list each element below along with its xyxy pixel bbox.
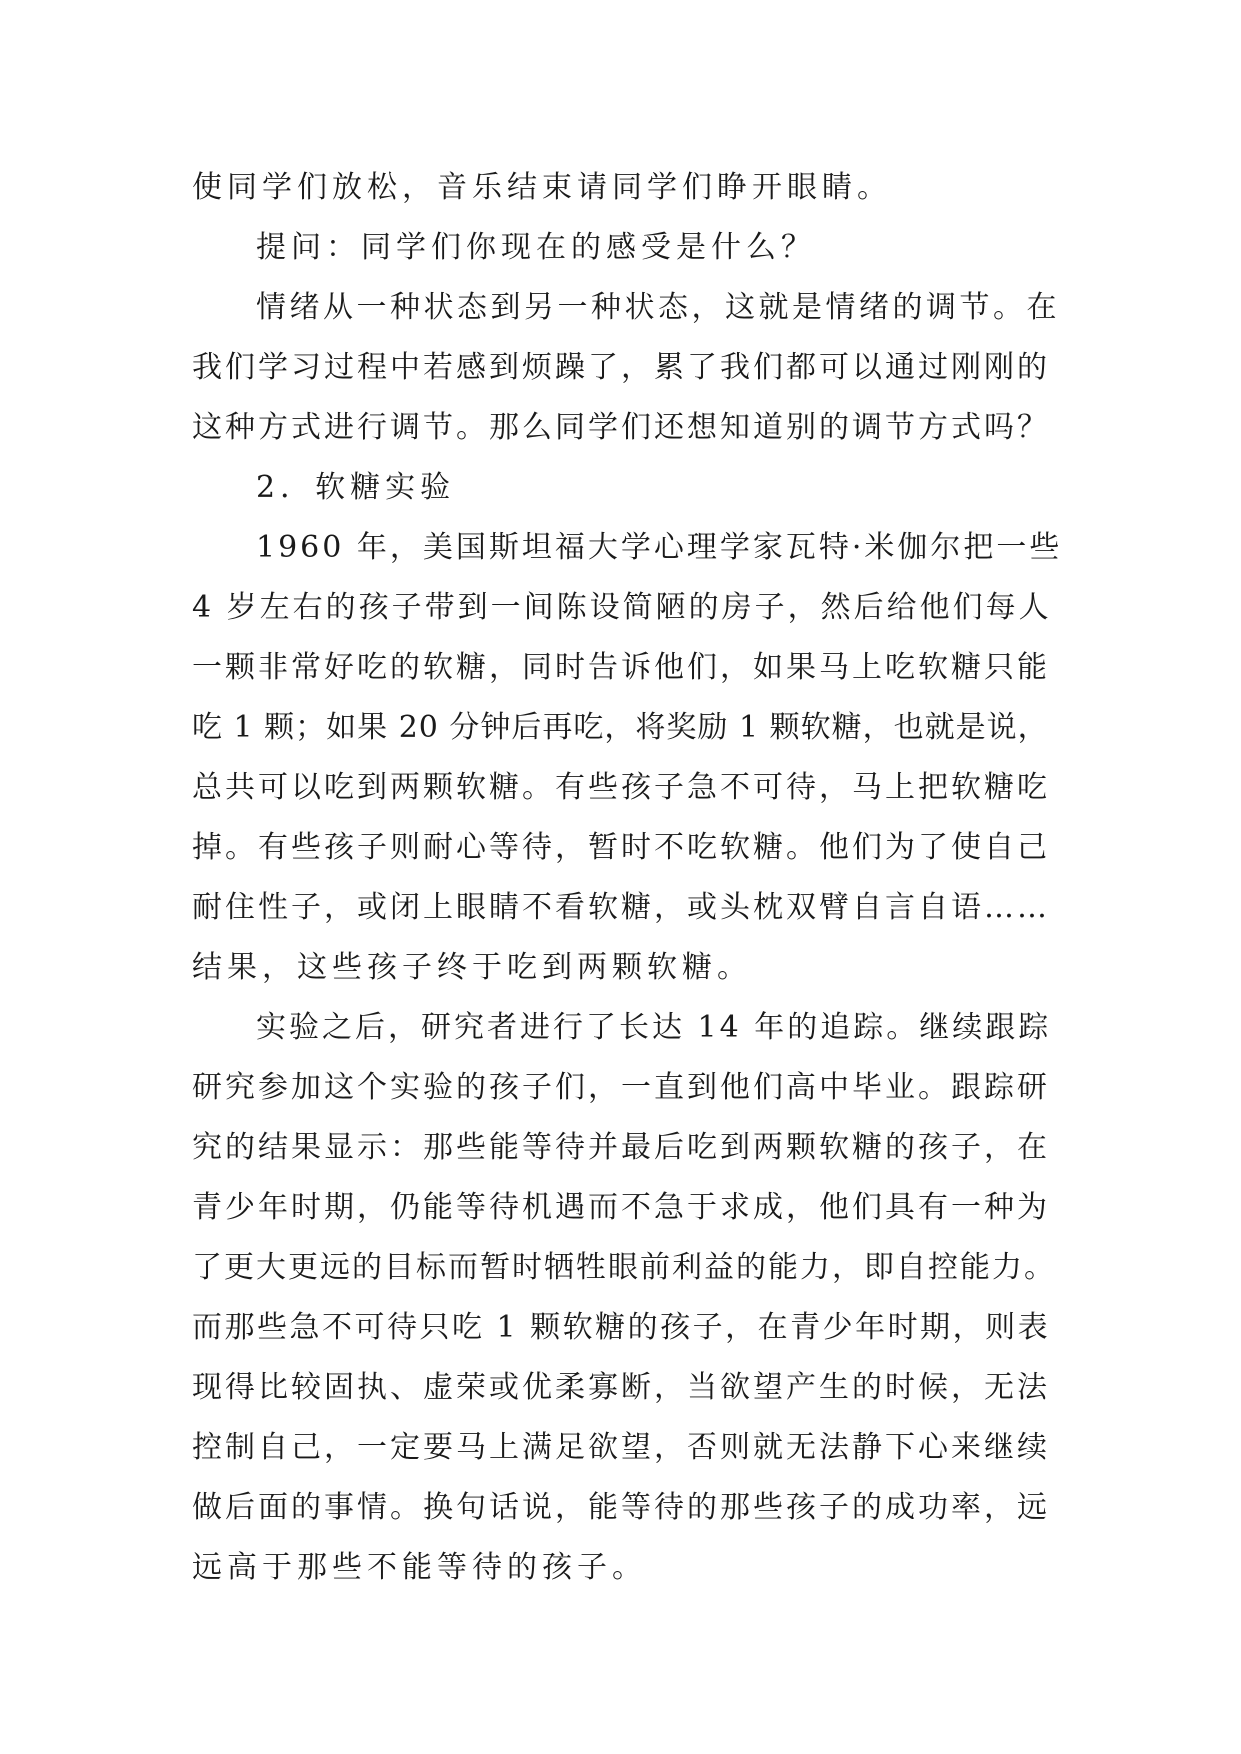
text-line: 1960 年，美国斯坦福大学心理学家瓦特·米伽尔把一些 — [256, 530, 1063, 565]
text-line: 掉。有些孩子则耐心等待，暂时不吃软糖。他们为了使自己 — [192, 830, 1050, 865]
text-line: 我们学习过程中若感到烦躁了，累了我们都可以通过刚刚的 — [192, 350, 1050, 385]
text-line: 4 岁左右的孩子带到一间陈设简陋的房子，然后给他们每人 — [192, 590, 1052, 625]
text-line: 现得比较固执、虚荣或优柔寡断，当欲望产生的时候，无法 — [192, 1370, 1050, 1405]
text-line: 吃 1 颗；如果 20 分钟后再吃，将奖励 1 颗软糖，也就是说， — [192, 710, 1049, 745]
text-line: 情绪从一种状态到另一种状态，这就是情绪的调节。在 — [256, 290, 1060, 325]
text-line: 远高于那些不能等待的孩子。 — [192, 1550, 647, 1585]
text-line: 使同学们放松，音乐结束请同学们睁开眼睛。 — [192, 170, 892, 205]
text-line: 研究参加这个实验的孩子们，一直到他们高中毕业。跟踪研 — [192, 1070, 1050, 1105]
text-line: 究的结果显示：那些能等待并最后吃到两颗软糖的孩子，在 — [192, 1130, 1050, 1165]
text-line: 总共可以吃到两颗软糖。有些孩子急不可待，马上把软糖吃 — [192, 770, 1050, 805]
text-line: 一颗非常好吃的软糖，同时告诉他们，如果马上吃软糖只能 — [192, 650, 1050, 685]
text-line: 耐住性子，或闭上眼睛不看软糖，或头枕双臂自言自语…… — [192, 890, 1050, 925]
text-line: 结果，这些孩子终于吃到两颗软糖。 — [192, 950, 752, 985]
text-line: 做后面的事情。换句话说，能等待的那些孩子的成功率，远 — [192, 1490, 1050, 1525]
text-line: 这种方式进行调节。那么同学们还想知道别的调节方式吗？ — [192, 410, 1050, 445]
text-line: 青少年时期，仍能等待机遇而不急于求成，他们具有一种为 — [192, 1190, 1050, 1225]
body-text — [192, 158, 1062, 1598]
text-line: 而那些急不可待只吃 1 颗软糖的孩子，在青少年时期，则表 — [192, 1310, 1051, 1345]
section-heading: 2．软糖实验 — [256, 470, 456, 505]
text-line: 实验之后，研究者进行了长达 14 年的追踪。继续跟踪 — [256, 1010, 1052, 1045]
text-line: 了更大更远的目标而暂时牺牲眼前利益的能力，即自控能力。 — [192, 1250, 1056, 1285]
text-line: 控制自己，一定要马上满足欲望，否则就无法静下心来继续 — [192, 1430, 1050, 1465]
text-line: 提问：同学们你现在的感受是什么？ — [256, 230, 816, 265]
